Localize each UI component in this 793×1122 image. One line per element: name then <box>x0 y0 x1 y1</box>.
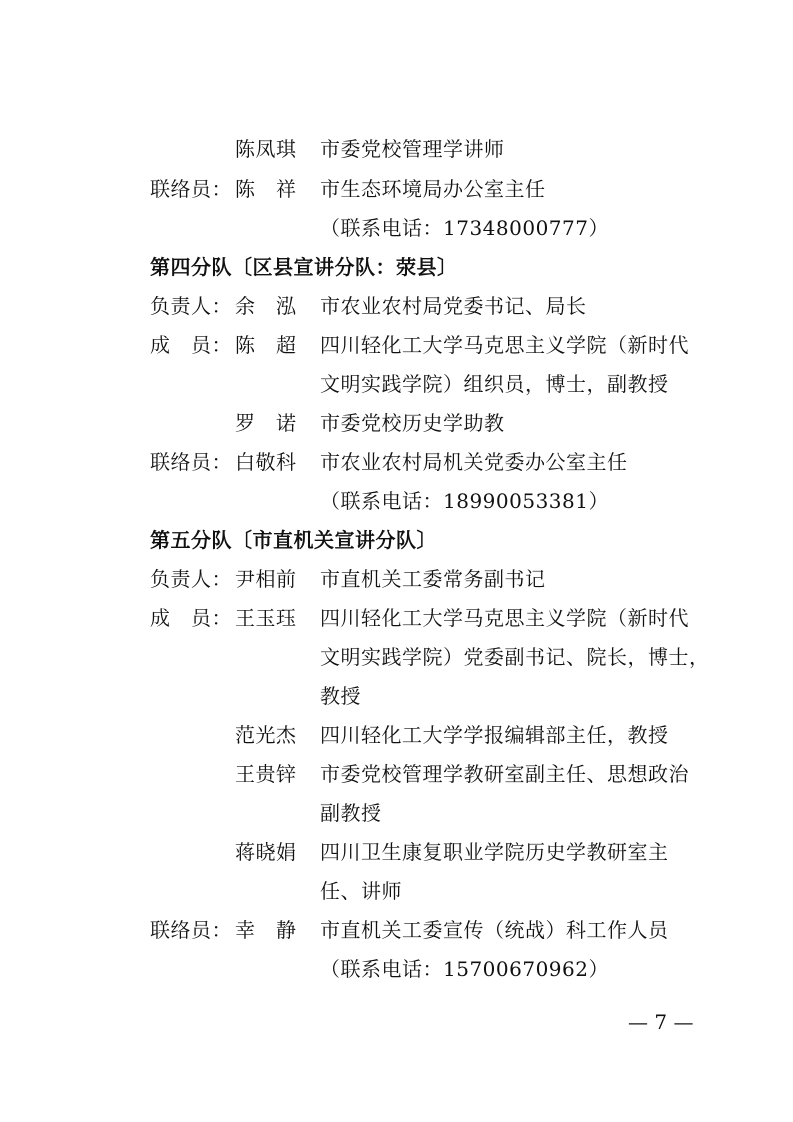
leader-title: 市直机关工委常务副书记 <box>320 567 546 591</box>
member-name: 范光杰 <box>235 723 297 747</box>
liaison-label: 联络员： <box>150 918 232 942</box>
member-title: 副教授 <box>320 801 382 825</box>
liaison-name: 陈 祥 <box>235 177 297 201</box>
member-title: 任、讲师 <box>320 879 402 903</box>
leader-name: 尹相前 <box>235 567 297 591</box>
liaison-title: 市直机关工委宣传（统战）科工作人员 <box>320 918 669 942</box>
liaison-label: 联络员： <box>150 177 232 201</box>
section-heading-text: 第四分队〔区县宣讲分队：荥县〕 <box>150 255 458 279</box>
liaison-name: 幸 静 <box>235 918 297 942</box>
member-title: 市委党校历史学助教 <box>320 411 505 435</box>
member-title: 教授 <box>320 684 361 708</box>
liaison-name: 白敬科 <box>235 450 297 474</box>
member-title: 四川轻化工大学马克思主义学院（新时代 <box>320 606 689 630</box>
liaison-title: 市农业农村局机关党委办公室主任 <box>320 450 628 474</box>
member-name: 蒋晓娟 <box>235 840 297 864</box>
member-name: 陈凤琪 <box>235 137 297 161</box>
section-heading-text: 第五分队〔市直机关宣讲分队〕 <box>150 528 437 552</box>
leader-name: 余 泓 <box>235 294 297 318</box>
member-name: 王贵锌 <box>235 762 297 786</box>
liaison-label: 联络员： <box>150 450 232 474</box>
liaison-phone-text: （联系电话：18990053381） <box>320 489 609 513</box>
member-name: 陈 超 <box>235 333 297 357</box>
members-label: 成 员： <box>150 606 232 630</box>
liaison-phone-text: （联系电话：17348000777） <box>320 216 609 240</box>
member-title: 文明实践学院）组织员，博士，副教授 <box>320 372 669 396</box>
page-number: — 7 — <box>628 1010 694 1034</box>
liaison-phone-text: （联系电话：15700670962） <box>320 957 609 981</box>
member-title: 四川轻化工大学学报编辑部主任，教授 <box>320 723 669 747</box>
member-title: 四川轻化工大学马克思主义学院（新时代 <box>320 333 689 357</box>
leader-title: 市农业农村局党委书记、局长 <box>320 294 587 318</box>
liaison-title: 市生态环境局办公室主任 <box>320 177 546 201</box>
leader-label: 负责人： <box>150 294 232 318</box>
members-label: 成 员： <box>150 333 232 357</box>
member-name: 罗 诺 <box>235 411 297 435</box>
member-title: 市委党校管理学教研室副主任、思想政治 <box>320 762 689 786</box>
member-title: 市委党校管理学讲师 <box>320 137 505 161</box>
leader-label: 负责人： <box>150 567 232 591</box>
member-title: 文明实践学院）党委副书记、院长，博士， <box>320 645 710 669</box>
member-title: 四川卫生康复职业学院历史学教研室主 <box>320 840 669 864</box>
member-name: 王玉珏 <box>235 606 297 630</box>
